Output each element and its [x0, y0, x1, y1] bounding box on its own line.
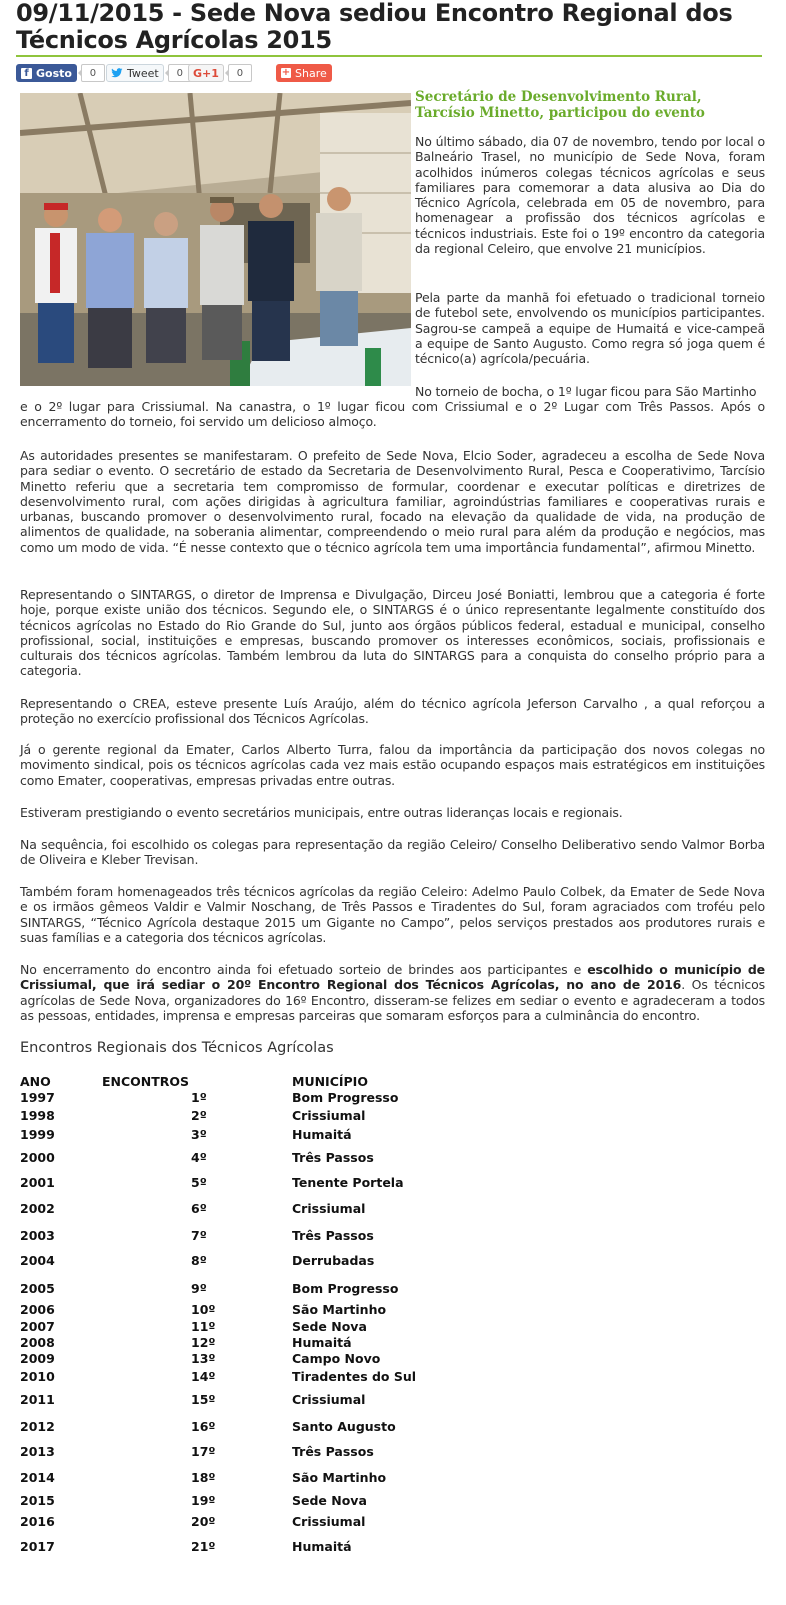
cell-year: 1998: [20, 1108, 55, 1123]
cell-num: 5º: [191, 1175, 207, 1190]
table-row: [20, 1444, 520, 1459]
paragraph-7: Já o gerente regional da Emater, Carlos Alberto Turra, falou da importância da participação dos novos colegas no movimento sindical, pois os técnicos agrícolas cada vez mais estão ocupando espaços mais estratégicos em instituições como Emater, cooperativas, empresas privadas entre outras.: [20, 742, 765, 788]
cell-num: 7º: [191, 1228, 207, 1243]
cell-num: 14º: [191, 1369, 216, 1384]
google-plus-count: 0: [228, 64, 252, 82]
cell-year: 2003: [20, 1228, 55, 1243]
cell-mun: São Martinho: [292, 1470, 387, 1485]
event-photo: [20, 93, 411, 386]
cell-year: 2017: [20, 1539, 55, 1554]
cell-year: 2014: [20, 1470, 55, 1485]
google-plus-label: G+1: [193, 66, 219, 80]
cell-mun: Humaitá: [292, 1539, 352, 1554]
google-plus-one[interactable]: [188, 63, 252, 83]
cell-num: 9º: [191, 1281, 207, 1296]
cell-mun: Santo Augusto: [292, 1419, 396, 1434]
cell-num: 1º: [191, 1090, 207, 1105]
table-row: [20, 1470, 520, 1485]
twitter-bird-icon: [111, 68, 123, 78]
table-row: [20, 1335, 520, 1350]
cell-year: 2015: [20, 1493, 55, 1508]
cell-year: 2000: [20, 1150, 55, 1165]
cell-mun: Campo Novo: [292, 1351, 381, 1366]
paragraph-closing: [20, 962, 765, 1023]
table-row: [20, 1493, 520, 1508]
table-row: [20, 1302, 520, 1317]
article-title: 09/11/2015 - Sede Nova sediou Encontro Regional dos Técnicos Agrícolas 2015: [16, 0, 733, 54]
cell-year: 2010: [20, 1369, 55, 1384]
table-row: [20, 1419, 520, 1434]
title-divider: [16, 55, 762, 57]
share-button[interactable]: [276, 64, 332, 82]
cell-mun: Três Passos: [292, 1444, 374, 1459]
cell-year: 2013: [20, 1444, 55, 1459]
paragraph-3-start: No torneio de bocha, o 1º lugar ficou para São Martinho: [415, 384, 757, 399]
facebook-like[interactable]: [16, 63, 105, 83]
cell-year: 2005: [20, 1281, 55, 1296]
closing-text-b: . Os técnicos agrícolas de Sede Nova, organizadores do 16º Encontro, disseram-se felizes em sediar o evento e agradeceram a todos as pessoas, entidades, imprensa e empresas parceiras que somaram esforços para a culminância do encontro.: [20, 977, 765, 1023]
cell-num: 10º: [191, 1302, 216, 1317]
cell-year: 2012: [20, 1419, 55, 1434]
cell-num: 4º: [191, 1150, 207, 1165]
paragraph-1: No último sábado, dia 07 de novembro, tendo por local o Balneário Trasel, no município de Sede Nova, foram acolhidos inúmeros colegas técnicos agrícolas e seus familiares para comemorar a data alusiva ao Dia do Técnico Agrícola, celebrada em 05 de novembro, para homenagear a profissão dos técnicos agrícolas e técnicos industriais. Este foi o 19º encontro da categoria da regional Celeiro, que envolve 21 municípios.: [415, 134, 765, 257]
paragraph-4: As autoridades presentes se manifestaram. O prefeito de Sede Nova, Elcio Soder, agradeceu a escolha de Sede Nova para sediar o evento. O secretário de estado da Secretaria de Desenvolvimento Rural, Pesca e Cooperativimo, Tarcísio Minetto referiu que a secretaria tem compromisso de formular, coordenar e executar políticas e diretrizes de desenvolvimento rural, com ações dirigidas à agricultura familiar, agroindústrias familiares e cooperativas rurais e urbanas, buscando promover o desenvolvimento rural, focado na elevação da qualidade de vida, na produção de alimentos de qualidade, na soberania alimentar, compreendendo o meio rural para além da produção e negócios, mas como um modo de vida. “É nesse contexto que o técnico agrícola tem uma importância fundamental”, afirmou Minetto.: [20, 448, 765, 555]
cell-num: 17º: [191, 1444, 216, 1459]
closing-bold: escolhido o município de Crissiumal, que irá sediar o 20º Encontro Regional dos Técnicos Agrícolas, no ano de 2016: [20, 962, 765, 993]
twitter-tweet[interactable]: [106, 63, 192, 83]
table-row: [20, 1175, 520, 1190]
cell-year: 1999: [20, 1127, 55, 1142]
cell-year: 2009: [20, 1351, 55, 1366]
cell-mun: Derrubadas: [292, 1253, 375, 1268]
cell-num: 20º: [191, 1514, 216, 1529]
cell-mun: Bom Progresso: [292, 1090, 399, 1105]
facebook-like-button[interactable]: [16, 64, 77, 82]
cell-year: 2008: [20, 1335, 55, 1350]
cell-year: 1997: [20, 1090, 55, 1105]
paragraph-5: Representando o SINTARGS, o diretor de Imprensa e Divulgação, Dirceu José Boniatti, lembrou que a categoria é forte hoje, porque existe união dos técnicos. Segundo ele, o SINTARGS é o único representante legalmente constituído dos técnicos agrícolas no Estado do Rio Grande do Sul, junto aos órgãos públicos federal, estadual e municipal, conselho profissional, social, instituições e empresas, buscando promover os interesses econômicos, sociais, profissionais e culturais dos técnicos agrícolas. Também lembrou da luta do SINTARGS para a conquista do conselho próprio para a categoria.: [20, 587, 765, 679]
paragraph-6: Representando o CREA, esteve presente Luís Araújo, além do técnico agrícola Jeferson Carvalho , a qual reforçou a proteção no exercício profissional dos Técnicos Agrícolas.: [20, 696, 765, 727]
table-row: [20, 1201, 520, 1216]
cell-year: 2016: [20, 1514, 55, 1529]
article-subtitle: Secretário de Desenvolvimento Rural, Tarcísio Minetto, participou do evento: [415, 89, 705, 121]
cell-mun: Tiradentes do Sul: [292, 1369, 417, 1384]
share-widget[interactable]: [276, 63, 332, 83]
cell-year: 2001: [20, 1175, 55, 1190]
cell-mun: Tenente Portela: [292, 1175, 404, 1190]
cell-year: 2006: [20, 1302, 55, 1317]
cell-year: 2002: [20, 1201, 55, 1216]
header-municipio: MUNICÍPIO: [292, 1074, 368, 1089]
cell-num: 12º: [191, 1335, 216, 1350]
table-row: [20, 1228, 520, 1243]
cell-mun: Crissiumal: [292, 1201, 366, 1216]
table-row: [20, 1351, 520, 1366]
table-header-row: [20, 1074, 520, 1089]
table-row: [20, 1514, 520, 1529]
table-title: Encontros Regionais dos Técnicos Agrícolas: [20, 1040, 334, 1056]
cell-year: 2004: [20, 1253, 55, 1268]
cell-mun: Humaitá: [292, 1127, 352, 1142]
facebook-like-label: Gosto: [36, 66, 72, 80]
cell-mun: Humaitá: [292, 1335, 352, 1350]
cell-num: 11º: [191, 1319, 216, 1334]
cell-year: 2007: [20, 1319, 55, 1334]
cell-year: 2011: [20, 1392, 55, 1407]
cell-mun: Sede Nova: [292, 1493, 367, 1508]
cell-num: 8º: [191, 1253, 207, 1268]
facebook-icon: f: [21, 68, 32, 79]
cell-mun: São Martinho: [292, 1302, 387, 1317]
cell-mun: Três Passos: [292, 1228, 374, 1243]
cell-mun: Três Passos: [292, 1150, 374, 1165]
facebook-like-count: 0: [81, 64, 105, 82]
cell-mun: Sede Nova: [292, 1319, 367, 1334]
cell-num: 15º: [191, 1392, 216, 1407]
share-label: Share: [295, 66, 327, 80]
cell-mun: Bom Progresso: [292, 1281, 399, 1296]
paragraph-9: Na sequência, foi escolhido os colegas para representação da região Celeiro/ Conselho Deliberativo sendo Valmor Borba de Oliveira e Kleber Trevisan.: [20, 837, 765, 868]
paragraph-3-continuation: e o 2º lugar para Crissiumal. Na canastra, o 1º lugar ficou com Crissiumal e o 2º Lugar com Três Passos. Após o encerramento do torneio, foi servido um delicioso almoço.: [20, 399, 765, 430]
event-photo-scene: [20, 93, 411, 386]
cell-num: 19º: [191, 1493, 216, 1508]
table-row: [20, 1108, 520, 1123]
tweet-count: 0: [168, 64, 192, 82]
header-year: ANO: [20, 1074, 51, 1089]
cell-num: 18º: [191, 1470, 216, 1485]
cell-num: 2º: [191, 1108, 207, 1123]
table-row: [20, 1392, 520, 1407]
table-row: [20, 1539, 520, 1554]
table-row: [20, 1127, 520, 1142]
header-encontros: ENCONTROS: [102, 1074, 190, 1089]
table-row: [20, 1369, 520, 1384]
cell-num: 13º: [191, 1351, 216, 1366]
cell-num: 16º: [191, 1419, 216, 1434]
table-row: [20, 1253, 520, 1268]
table-row: [20, 1319, 520, 1334]
cell-num: 21º: [191, 1539, 216, 1554]
table-row: [20, 1281, 520, 1296]
cell-num: 3º: [191, 1127, 207, 1142]
table-row: [20, 1090, 520, 1105]
tweet-button[interactable]: [106, 64, 164, 82]
closing-text-a: No encerramento do encontro ainda foi efetuado sorteio de brindes aos participantes e: [20, 962, 588, 977]
paragraph-2: Pela parte da manhã foi efetuado o tradicional torneio de futebol sete, envolvendo os municípios participantes. Sagrou-se campeã a equipe de Humaitá e vice-campeã a equipe de Santo Augusto. Como regra só joga quem é técnico(a) agrícola/pecuária.: [415, 290, 765, 367]
cell-mun: Crissiumal: [292, 1514, 366, 1529]
cell-mun: Crissiumal: [292, 1108, 366, 1123]
google-plus-button[interactable]: [188, 64, 224, 82]
cell-mun: Crissiumal: [292, 1392, 366, 1407]
table-row: [20, 1150, 520, 1165]
paragraph-8: Estiveram prestigiando o evento secretários municipais, entre outras lideranças locais e regionais.: [20, 805, 623, 820]
paragraph-10: Também foram homenageados três técnicos agrícolas da região Celeiro: Adelmo Paulo Colbek, da Emater de Sede Nova e os irmãos gêmeos Valdir e Valmir Noschang, de Três Passos e Tiradentes do Sul, foram agraciados com troféu pelo SINTARGS, “Técnico Agrícola destaque 2015 um Gigante no Campo”, pelos serviços prestados aos produtores rurais e suas famílias e a categoria dos técnicos agrícolas.: [20, 884, 765, 945]
cell-num: 6º: [191, 1201, 207, 1216]
plus-icon: +: [281, 67, 291, 78]
tweet-label: Tweet: [127, 66, 159, 80]
